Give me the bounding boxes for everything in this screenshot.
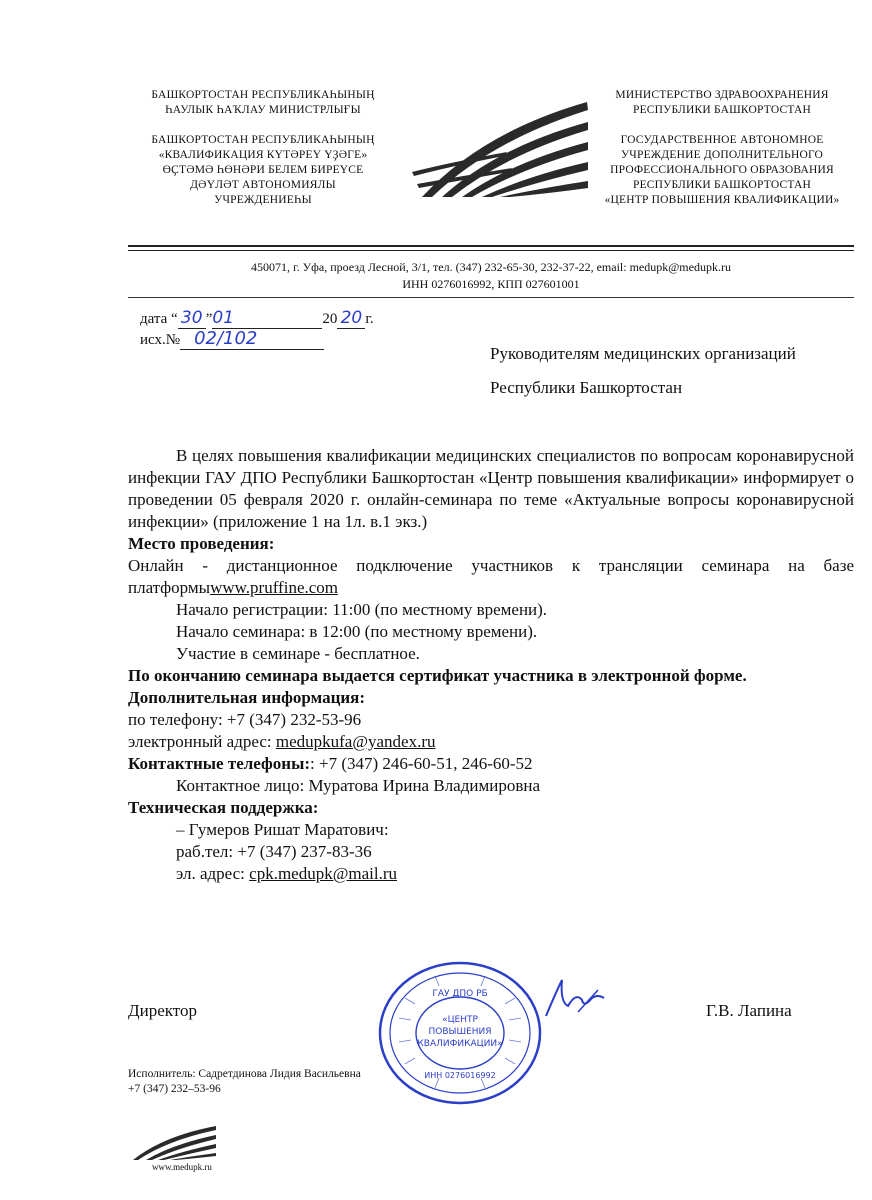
recipient-line-1: Руководителям медицинских организаций [490, 344, 796, 363]
ref-number: 02/102 [180, 328, 324, 350]
extra-info-heading: Дополнительная информация: [128, 688, 366, 707]
signature-title: Директор [128, 1001, 197, 1020]
header-left-line: УЧРЕЖДЕНИЕҺЫ [214, 194, 312, 206]
seminar-start-time: Начало семинара: в 12:00 (по местному времени). [176, 622, 538, 641]
platform-link[interactable]: www.pruffine.com [210, 578, 339, 597]
place-heading: Место проведения: [128, 534, 275, 553]
extra-email-prefix: электронный адрес: [128, 732, 276, 751]
ref-line [140, 328, 324, 350]
organization-logo [412, 92, 592, 202]
address-line: 450071, г. Уфа, проезд Лесной, 3/1, тел. (347) 232-65-30, 232-37-22, email: medupk@medupk.ru [251, 260, 731, 274]
header-right-line: РЕСПУБЛИКИ БАШКОРТОСТАН [632, 104, 812, 116]
letter-body [128, 445, 854, 885]
contacts-label: Контактные телефоны: [128, 754, 311, 773]
header-left-line: ӨҪТӘМӘ ҺӨНӘРИ БЕЛЕМ БИРЕҮСЕ [162, 164, 364, 176]
header-right-line: «ЦЕНТР ПОВЫШЕНИЯ КВАЛИФИКАЦИИ» [604, 194, 840, 206]
date-prefix: дата “ [140, 311, 178, 327]
header-right-line: ГОСУДАРСТВЕННОЕ АВТОНОМНОЕ [620, 134, 824, 146]
extra-phone: по телефону: +7 (347) 232-53-96 [128, 710, 362, 729]
stamp-bottom-text: ИНН 0276016992 [424, 1071, 496, 1080]
contact-person: Контактное лицо: Муратова Ирина Владимировна [176, 776, 540, 795]
header-right-block [582, 88, 862, 208]
header-right-line: МИНИСТЕРСТВО ЗДРАВООХРАНЕНИЯ [615, 89, 829, 101]
stamp-center-line: «ЦЕНТР [442, 1015, 478, 1025]
date-suffix: г. [365, 311, 374, 327]
footer-site: www.medupk.ru [152, 1162, 212, 1172]
date-mid: ” [205, 311, 213, 327]
header-left-line: ҺАУЛЫК ҺАҠЛАУ МИНИСТРЛЫҒЫ [165, 104, 361, 116]
header-left-line: ДӘҮЛӘТ АВТОНОМИЯЛЫ [190, 179, 336, 191]
participation-fee: Участие в семинаре - бесплатное. [176, 644, 420, 663]
support-email-link[interactable]: cpk.medupk@mail.ru [249, 864, 398, 883]
support-heading: Техническая поддержка: [128, 798, 319, 817]
support-name: – Гумеров Ришат Маратович: [176, 820, 389, 839]
date-line [140, 308, 374, 329]
header-left-block [128, 88, 398, 208]
recipient-line-2: Республики Башкортостан [490, 378, 683, 397]
support-email-line [128, 863, 854, 885]
registration-time: Начало регистрации: 11:00 (по местному времени). [176, 600, 548, 619]
date-year: 20 [337, 308, 365, 329]
address-divider [128, 297, 854, 298]
place-paragraph [128, 555, 854, 599]
signature-name: Г.В. Лапина [706, 1001, 792, 1020]
header-right-line: РЕСПУБЛИКИ БАШКОРТОСТАН [632, 179, 812, 191]
header-divider [128, 245, 854, 247]
header-right-line: УЧРЕЖДЕНИЕ ДОПОЛНИТЕЛЬНОГО [620, 149, 824, 161]
stamp-center-line: ПОВЫШЕНИЯ [428, 1027, 492, 1037]
support-email-prefix: эл. адрес: [176, 864, 250, 883]
ref-prefix: исх.№ [140, 332, 181, 348]
support-phone: раб.тел: +7 (347) 237-83-36 [176, 842, 372, 861]
footer-logo [128, 1122, 218, 1162]
stamp-top-text: ГАУ ДПО РБ [432, 989, 488, 999]
certificate-note: По окончанию семинара выдается сертификат участника в электронной форме. [128, 666, 747, 685]
stamp-center-line: КВАЛИФИКАЦИИ» [417, 1039, 503, 1049]
extra-email-link[interactable]: medupkufa@yandex.ru [275, 732, 436, 751]
inn-line: ИНН 0276016992, КПП 027601001 [402, 277, 580, 291]
header-right-line: ПРОФЕССИОНАЛЬНОГО ОБРАЗОВАНИЯ [610, 164, 834, 176]
executor-phone: +7 (347) 232–53-96 [128, 1083, 221, 1095]
header-left-line: БАШКОРТОСТАН РЕСПУБЛИКАҺЫНЫҢ [151, 89, 375, 101]
header-left-line: «КВАЛИФИКАЦИЯ КҮТӘРЕҮ ҮҘӘГЕ» [158, 149, 368, 161]
date-year-prefix: 20 [322, 311, 338, 327]
header-left-line: БАШКОРТОСТАН РЕСПУБЛИКАҺЫНЫҢ [151, 134, 375, 146]
date-day: 30 [178, 308, 206, 329]
date-month: 01 [212, 308, 322, 329]
intro-paragraph: В целях повышения квалификации медицинских специалистов по вопросам коронавирусной инфекции ГАУ ДПО Республики Башкортостан «Центр повышения квалификации» информирует о проведении 05 февраля 2020 г. онлайн-семинара по теме «Актуальные вопросы коронавирусной инфекции» (приложение 1 на 1л. в.1 экз.) [128, 446, 854, 531]
extra-email-line [128, 731, 854, 753]
place-text: Онлайн - дистанционное подключение участников к трансляции семинара на базе платформы [128, 556, 854, 597]
header-divider-thin [128, 250, 854, 251]
official-stamp [375, 958, 545, 1108]
contacts-value: : +7 (347) 246-60-51, 246-60-52 [310, 754, 533, 773]
executor-name: Исполнитель: Садретдинова Лидия Васильевна [128, 1068, 361, 1080]
handwritten-signature [538, 972, 608, 1022]
contacts-line [128, 753, 854, 775]
